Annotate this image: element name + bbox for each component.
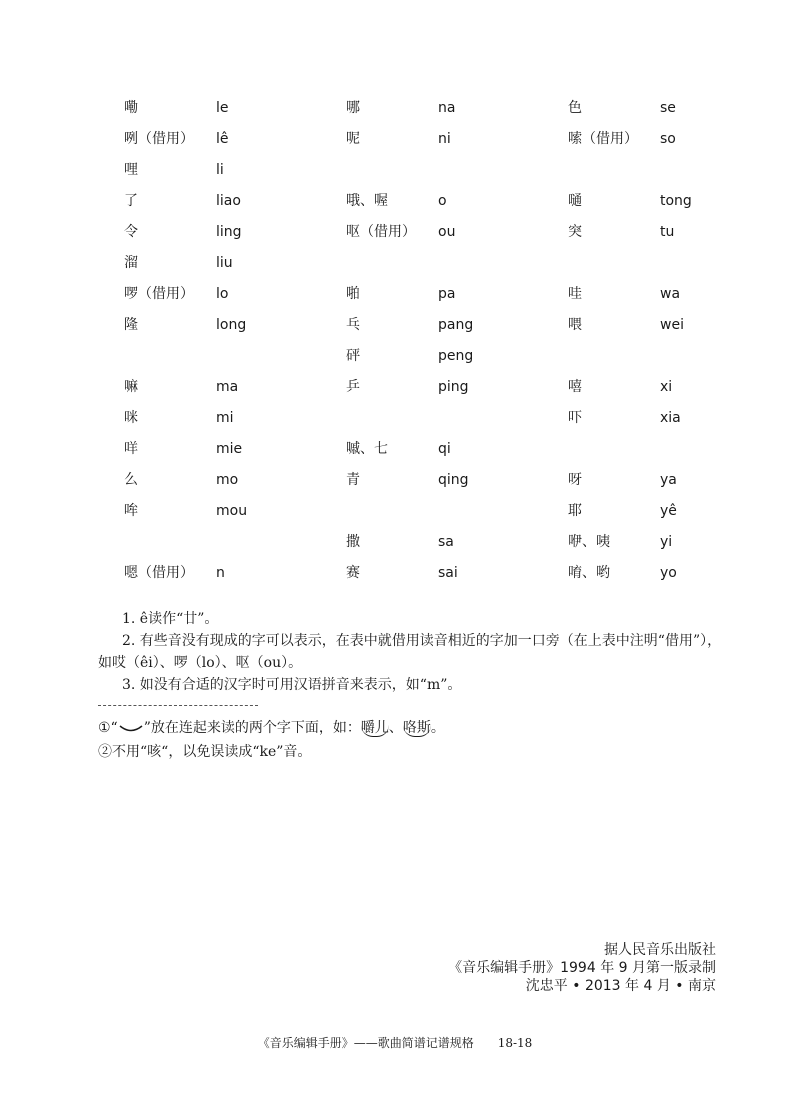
table-cell-character: 了	[124, 193, 138, 209]
table-cell-pinyin: peng	[438, 348, 474, 364]
table-cell-pinyin: ping	[438, 379, 469, 395]
table-cell-pinyin: ma	[216, 379, 239, 395]
table-cell-character: 砰	[346, 348, 360, 364]
table-cell-character: 青	[346, 472, 360, 488]
table-cell-pinyin: ou	[438, 224, 456, 240]
table-cell-character: 哞	[124, 503, 138, 519]
table-cell-pinyin: mo	[216, 472, 239, 488]
table-row	[0, 404, 790, 435]
table-cell-pinyin: wa	[660, 286, 681, 302]
table-cell-pinyin: tong	[660, 193, 692, 209]
note-3: 3. 如没有合适的汉字时可用汉语拼音来表示，如“m”。	[122, 677, 462, 693]
table-cell-character: 咩	[124, 441, 138, 457]
table-cell-pinyin: na	[438, 100, 456, 116]
credit-line-2: 《音乐编辑手册》1994 年 9 月第一版录制	[448, 960, 716, 976]
table-cell-pinyin: xi	[660, 379, 673, 395]
footnote-2: ②不用“咳“，以免误读成“ke”音。	[98, 744, 312, 760]
footnotes	[98, 716, 445, 764]
table-cell-character: 赛	[346, 565, 360, 581]
footnote-1-sep: 、	[388, 720, 403, 736]
table-cell-character: 隆	[124, 317, 138, 333]
table-cell-character: 呢	[346, 131, 360, 147]
table-cell-character: 咿、咦	[568, 534, 610, 550]
table-cell-pinyin: yo	[660, 565, 677, 581]
note-2-continued: 如哎（êi）、啰（lo）、呕（ou）。	[98, 655, 303, 671]
table-cell-pinyin: qi	[438, 441, 451, 457]
table-cell-pinyin: yê	[660, 503, 677, 519]
table-cell-character: 嘞	[124, 100, 138, 116]
table-cell-pinyin: ling	[216, 224, 242, 240]
tie-mark-icon	[118, 723, 144, 733]
table-row	[0, 559, 790, 590]
notes	[98, 608, 738, 696]
table-row	[0, 435, 790, 466]
table-cell-character: 啰（借用）	[124, 286, 194, 302]
table-row	[0, 249, 790, 280]
footnote-1-text: ”放在连起来读的两个字下面，如：	[143, 720, 361, 736]
table-cell-pinyin: o	[438, 193, 447, 209]
table-cell-character: 咪	[124, 410, 138, 426]
note-1: 1. ê读作“廿”。	[122, 611, 219, 627]
table-cell-character: 哪	[346, 100, 360, 116]
table-row	[0, 280, 790, 311]
table-cell-character: 乒	[346, 379, 360, 395]
table-cell-character: 么	[124, 472, 138, 488]
table-cell-character: 乓	[346, 317, 360, 333]
table-row	[0, 125, 790, 156]
table-cell-pinyin: sai	[438, 565, 458, 581]
table-cell-character: 啪	[346, 286, 360, 302]
table-cell-character: 嗯（借用）	[124, 565, 194, 581]
table-cell-pinyin: lê	[216, 131, 229, 147]
footnote-1	[98, 716, 445, 740]
table-cell-pinyin: tu	[660, 224, 675, 240]
table-cell-character: 溜	[124, 255, 138, 271]
credit-line-3: 沈忠平 • 2013 年 4 月 • 南京	[525, 978, 716, 994]
table-cell-character: 唷、哟	[568, 565, 610, 581]
table-cell-pinyin: so	[660, 131, 676, 147]
table-cell-pinyin: liao	[216, 193, 241, 209]
syllable-table	[0, 94, 790, 590]
table-row	[0, 311, 790, 342]
table-cell-pinyin: xia	[660, 410, 681, 426]
table-row	[0, 528, 790, 559]
table-row	[0, 187, 790, 218]
table-cell-pinyin: pang	[438, 317, 474, 333]
table-cell-pinyin: yi	[660, 534, 673, 550]
table-row	[0, 466, 790, 497]
table-cell-pinyin: sa	[438, 534, 454, 550]
table-cell-pinyin: lo	[216, 286, 229, 302]
table-cell-character: 嘁、七	[346, 441, 388, 457]
table-cell-pinyin: ya	[660, 472, 677, 488]
table-cell-pinyin: n	[216, 565, 225, 581]
table-row	[0, 497, 790, 528]
table-cell-pinyin: li	[216, 162, 224, 178]
table-row	[0, 373, 790, 404]
table-cell-pinyin: ni	[438, 131, 451, 147]
table-cell-pinyin: mie	[216, 441, 243, 457]
table-cell-pinyin: le	[216, 100, 229, 116]
footnote-1-example-1: 嚼儿	[360, 720, 389, 736]
table-cell-character: 撒	[346, 534, 360, 550]
table-row	[0, 94, 790, 125]
table-cell-pinyin: se	[660, 100, 676, 116]
table-cell-character: 喂	[568, 317, 582, 333]
note-2: 2. 有些音没有现成的字可以表示，在表中就借用读音相近的字加一口旁（在上表中注明“借用”），	[122, 633, 722, 649]
table-cell-character: 咧（借用）	[124, 131, 194, 147]
table-cell-pinyin: wei	[660, 317, 684, 333]
table-cell-character: 呀	[568, 472, 582, 488]
table-cell-character: 吓	[568, 410, 582, 426]
table-cell-character: 哦、喔	[346, 193, 388, 209]
footnote-1-prefix: ①“	[98, 720, 118, 736]
table-cell-character: 突	[568, 224, 582, 240]
table-cell-character: 呕（借用）	[346, 224, 416, 240]
table-cell-pinyin: qing	[438, 472, 469, 488]
table-cell-pinyin: liu	[216, 255, 233, 271]
table-cell-pinyin: mi	[216, 410, 234, 426]
footnote-divider	[98, 705, 258, 706]
credit-line-1: 据人民音乐出版社	[604, 942, 716, 958]
table-row	[0, 342, 790, 373]
table-cell-pinyin: pa	[438, 286, 456, 302]
table-cell-character: 哩	[124, 162, 138, 178]
table-cell-pinyin: long	[216, 317, 247, 333]
table-cell-character: 嘛	[124, 379, 138, 395]
table-cell-character: 嗵	[568, 193, 582, 209]
table-row	[0, 156, 790, 187]
credits	[448, 941, 716, 995]
table-cell-pinyin: mou	[216, 503, 248, 519]
footnote-1-end: 。	[430, 720, 445, 736]
table-cell-character: 嗦（借用）	[568, 131, 638, 147]
table-cell-character: 令	[124, 224, 138, 240]
footnote-1-example-2: 咯斯	[402, 720, 431, 736]
table-cell-character: 色	[568, 100, 582, 116]
table-cell-character: 哇	[568, 286, 582, 302]
table-cell-character: 耶	[568, 503, 582, 519]
table-cell-character: 嘻	[568, 379, 582, 395]
page-footer: 《音乐编辑手册》——歌曲简谱记谱规格 18-18	[257, 1036, 533, 1050]
table-row	[0, 218, 790, 249]
